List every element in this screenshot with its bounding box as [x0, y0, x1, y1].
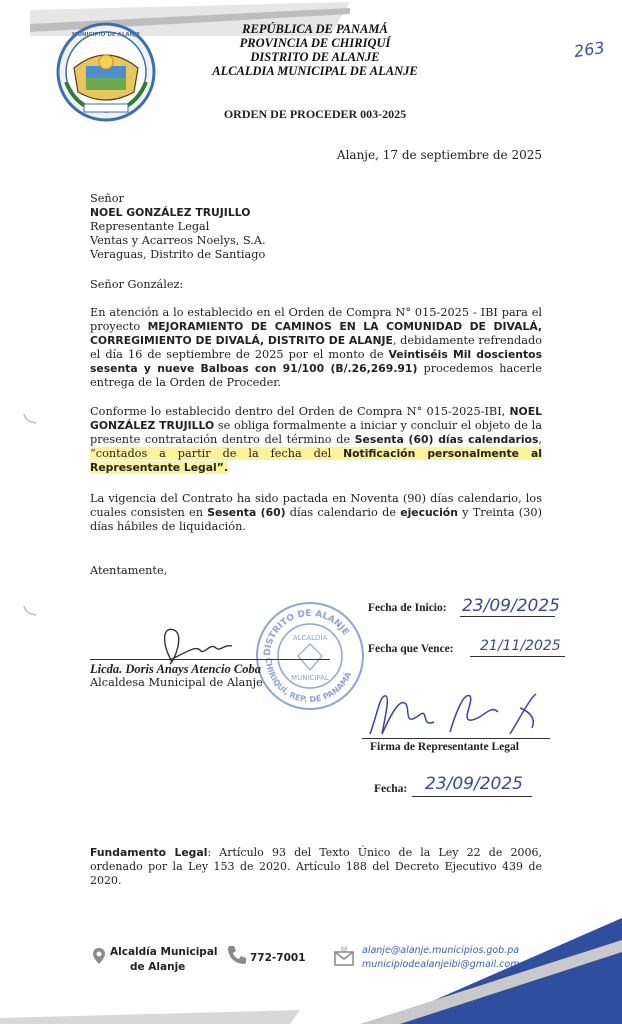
order-title: ORDEN DE PROCEDER 003-2025 — [223, 107, 407, 121]
addressee-location: Veraguas, Distrito de Santiago — [90, 248, 266, 261]
footer-org-line2: de Alanje — [130, 961, 186, 973]
footer-org-line1: Alcaldía Municipal — [110, 946, 218, 958]
email-icon — [334, 946, 354, 968]
date-label: Fecha: — [374, 783, 408, 795]
location-pin-icon — [92, 947, 106, 965]
header-line-2: PROVINCIA DE CHIRIQUÍ — [239, 36, 391, 50]
stamp-inner-text: ALCALDÍA — [292, 634, 328, 642]
addressee-role: Representante Legal — [90, 220, 210, 233]
greeting: Señor González: — [90, 278, 184, 291]
representative-signature — [360, 682, 550, 744]
start-date-label: Fecha de Inicio: — [368, 602, 447, 614]
date-line: Alanje, 17 de septiembre de 2025 — [336, 148, 542, 162]
document-header — [165, 22, 465, 78]
start-date-line — [460, 616, 555, 617]
addressee-salutation: Señor — [90, 192, 124, 205]
addressee-block — [90, 192, 266, 262]
legal-basis-label: Fundamento Legal — [90, 846, 208, 859]
date-line — [412, 796, 532, 797]
footer-emails — [362, 944, 519, 972]
highlighted-clause: “contados a partir de la fecha del — [90, 447, 344, 460]
paragraph-3: La vigencia del Contrato ha sido pactada en Noventa (90) días calendario, los cuales consisten en Sesenta (60) días calendario de ejecución y Treinta (30) días hábiles de liquidación. — [90, 492, 542, 533]
footer-email-1: alanje@alanje.municipios.gob.pa — [362, 945, 520, 956]
municipal-seal-logo — [56, 22, 156, 122]
paragraph-2: Conforme lo establecido dentro del Orden de Compra N° 015-2025-IBI, NOEL GONZÁLEZ TRUJILLO se obliga formalmente a iniciar y concluir el objeto de la presente contratación dentro del término de Sesenta (60) días calendarios, “contados a partir de la fecha del Notificación personalmente al Representante Legal”. — [90, 405, 542, 474]
stamp-bottom-text: MUNICIPAL — [291, 674, 329, 682]
closing: Atentamente, — [90, 564, 168, 577]
header-line-1: REPÚBLICA DE PANAMÁ — [242, 22, 388, 36]
end-date-line — [470, 656, 565, 657]
header-line-4: ALCALDIA MUNICIPAL DE ALANJE — [212, 64, 418, 78]
seal-text: MUNICIPIO DE ALANJE — [71, 32, 141, 38]
punch-hole-mark — [22, 604, 38, 618]
mayor-name: Licda. Doris Anays Atencio Coba — [90, 659, 330, 677]
stamp-rim-text: CHIRIQUÍ, REP. DE PANAMÁ — [263, 657, 354, 705]
paragraph-1: En atención a lo establecido en el Orden de Compra N° 015-2025 - IBI para el proyecto MEJORAMIENTO DE CAMINOS EN LA COMUNIDAD DE DIVALÁ, CORREGIMIENTO DE DIVALÁ, DISTRITO DE ALANJE, debidamente refrendado el día 16 de septiembre de 2025 por el monto de Veintiséis Mil doscientos sesenta y nueve Balboas con 91/100 (B/.26,269.91) procedemos hacerle entrega de la Orden de Proceder. — [90, 306, 542, 389]
mayor-title: Alcaldesa Municipal de Alanje — [90, 676, 263, 689]
footer-email-2: municipiodealanjeibi@gmail.com — [362, 959, 520, 970]
footer-phone: 772-7001 — [250, 952, 306, 964]
end-date-value: 21/11/2025 — [480, 638, 561, 654]
legal-basis — [90, 846, 542, 888]
legal-basis-text: : Artículo 93 del Texto Único de la Ley 22 de 2006, ordenado por la Ley 153 de 2020. Artículo 188 del Decreto Ejecutivo 439 de 2020. — [90, 846, 542, 887]
stamp-top-text: DISTRITO DE ALANJE — [262, 608, 351, 657]
rep-signature-label: Firma de Representante Legal — [370, 741, 519, 753]
rep-signature-line — [362, 738, 550, 739]
header-line-3: DISTRITO DE ALANJE — [250, 50, 380, 64]
phone-icon — [226, 944, 248, 966]
end-date-label: Fecha que Vence: — [368, 643, 454, 655]
svg-text:@: @ — [340, 946, 348, 953]
handwritten-page-number: 263 — [572, 37, 606, 62]
punch-hole-mark — [22, 412, 38, 426]
addressee-name: NOEL GONZÁLEZ TRUJILLO — [90, 206, 251, 219]
date-value: 23/09/2025 — [425, 774, 523, 794]
start-date-value: 23/09/2025 — [462, 596, 560, 616]
addressee-company: Ventas y Acarreos Noelys, S.A. — [90, 234, 266, 247]
official-stamp — [254, 600, 366, 712]
